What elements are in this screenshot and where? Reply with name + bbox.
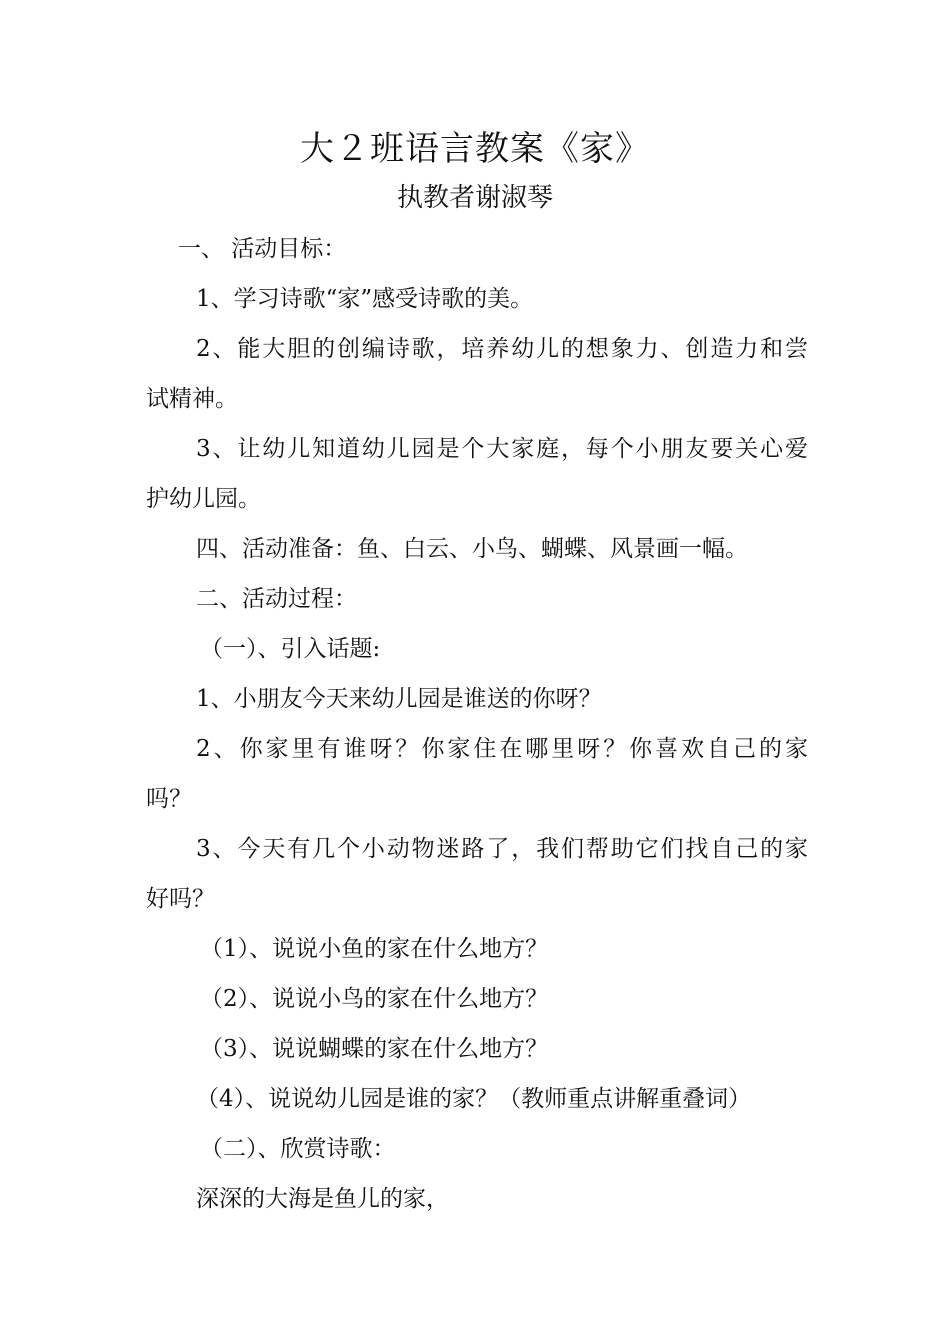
- goal-item-2: 2、能大胆的创编诗歌，培养幼儿的想象力、创造力和尝: [196, 336, 808, 362]
- question-item-2-continued: 吗？: [146, 786, 192, 812]
- subsection-intro-topic: （一）、引入话题:: [200, 636, 381, 662]
- section-heading-goals: 一、 活动目标：: [178, 236, 347, 262]
- sub-question-1: （1）、说说小鱼的家在什么地方？: [200, 936, 549, 962]
- goal-item-3: 3、让幼儿知道幼儿园是个大家庭，每个小朋友要关心爱: [196, 436, 808, 462]
- goal-item-1: 1、学习诗歌“家”感受诗歌的美。: [196, 286, 534, 312]
- document-title: 大２班语言教案《家》: [300, 129, 650, 169]
- section-heading-process: 二、活动过程：: [196, 586, 357, 612]
- question-item-1: 1、小朋友今天来幼儿园是谁送的你呀？: [196, 686, 602, 712]
- question-item-3-continued: 好吗？: [146, 886, 215, 912]
- question-item-2: 2、你家里有谁呀？你家住在哪里呀？你喜欢自己的家: [196, 736, 808, 762]
- section-heading-preparation: 四、活动准备：鱼、白云、小鸟、蝴蝶、风景画一幅。: [196, 536, 748, 562]
- document-author: 执教者谢淑琴: [396, 183, 553, 213]
- subsection-appreciate-poem: （二）、欣赏诗歌：: [200, 1136, 396, 1162]
- sub-question-3: （3）、说说蝴蝶的家在什么地方？: [200, 1036, 549, 1062]
- poem-line-1: 深深的大海是鱼儿的家，: [196, 1186, 449, 1212]
- question-item-3: 3、今天有几个小动物迷路了，我们帮助它们找自己的家: [196, 836, 808, 862]
- sub-question-2: （2）、说说小鸟的家在什么地方？: [200, 986, 549, 1012]
- goal-item-3-continued: 护幼儿园。: [146, 486, 261, 512]
- goal-item-2-continued: 试精神。: [146, 386, 238, 412]
- sub-question-4: （4）、说说幼儿园是谁的家？（教师重点讲解重叠词）: [196, 1086, 752, 1112]
